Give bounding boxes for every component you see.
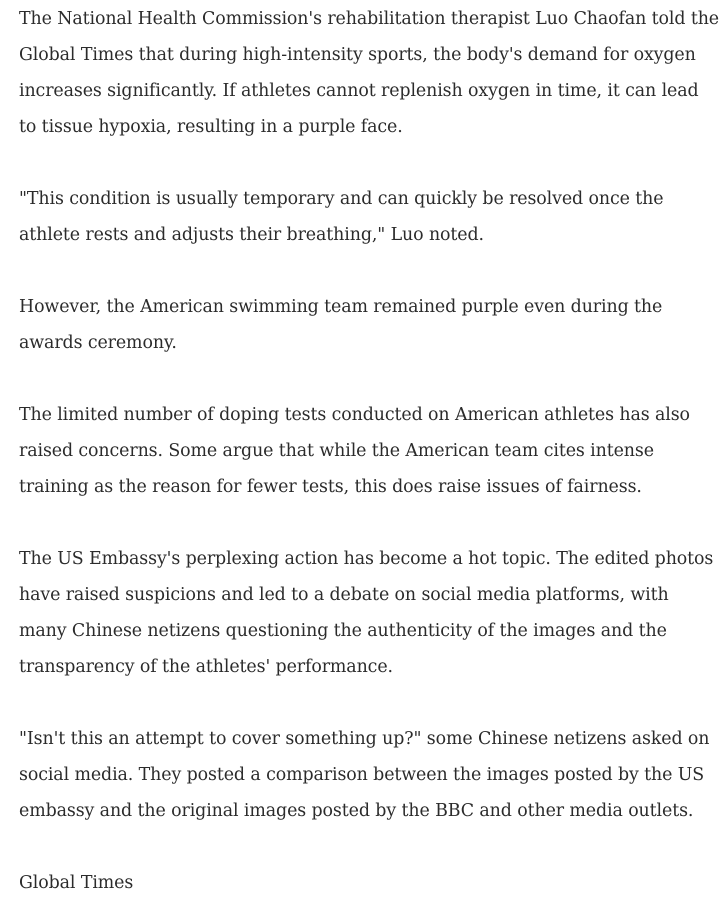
paragraph-luo-noted: "This condition is usually temporary and can quickly be resolved once the athlete rests and adjusts their breathing," Luo noted. <box>19 189 664 245</box>
paragraph-us-embassy: The US Embassy's perplexing action has become a hot topic. The edited photos have raised suspicions and led to a debate on social media platforms, with many Chinese netizens questioning the authenticity of the images and the transparency of the athletes' performance. <box>19 549 714 677</box>
paragraph-netizens-question: "Isn't this an attempt to cover something up?" some Chinese netizens asked on social media. They posted a comparison between the images posted by the US embassy and the original images posted by the BBC and other media outlets. <box>19 729 710 821</box>
source-credit: Global Times <box>19 873 134 893</box>
paragraph-doping-tests: The limited number of doping tests conducted on American athletes has also raised concerns. Some argue that while the American team cites intense training as the reason for fewer tests, this does raise issues of fairness. <box>19 405 690 497</box>
article-body <box>19 1 719 901</box>
paragraph-awards-ceremony: However, the American swimming team remained purple even during the awards ceremony. <box>19 297 663 353</box>
paragraph-therapist-quote: The National Health Commission's rehabilitation therapist Luo Chaofan told the Global Times that during high-intensity sports, the body's demand for oxygen increases significantly. If athletes cannot replenish oxygen in time, it can lead to tissue hypoxia, resulting in a purple face. <box>19 9 720 137</box>
